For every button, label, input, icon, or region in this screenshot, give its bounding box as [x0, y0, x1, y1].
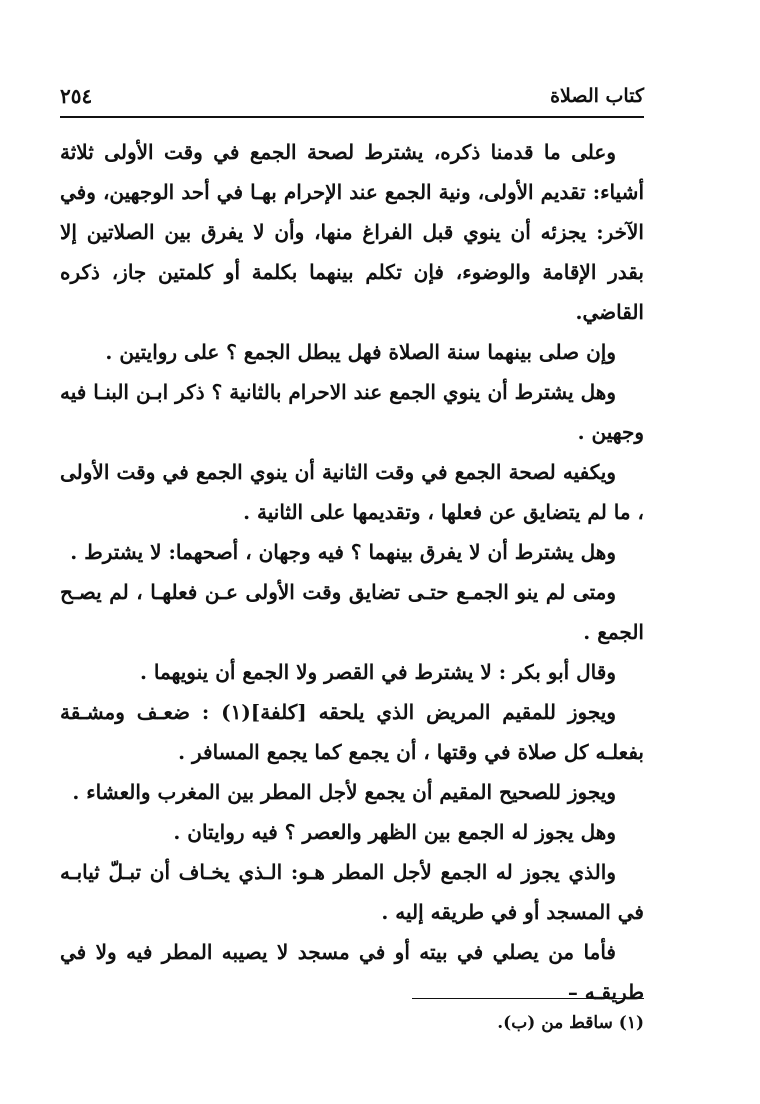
- page-number: ٢٥٤: [60, 84, 93, 108]
- paragraph: وهل يشترط أن لا يفرق بينهما ؟ فيه وجهان ، أصحهما: لا يشترط .: [70, 540, 616, 564]
- body-text: [60, 132, 644, 1012]
- paragraph: وهل يشترط أن ينوي الجمع عند الاحرام بالثانية ؟ ذكر ابـن البنـا فيه وجهين .: [60, 380, 644, 444]
- running-title: كتاب الصلاة: [550, 85, 644, 107]
- header-divider: [60, 116, 644, 118]
- paragraph: وهل يجوز له الجمع بين الظهر والعصر ؟ فيه روايتان .: [173, 820, 616, 844]
- footnote: (١) ساقط من (ب).: [497, 1013, 644, 1033]
- page-header: [60, 82, 644, 110]
- paragraph: وقال أبو بكر : لا يشترط في القصر ولا الجمع أن ينويهما .: [139, 660, 616, 684]
- paragraph: وعلى ما قدمنا ذكره، يشترط لصحة الجمع في وقت الأولى ثلاثة أشياء: تقديم الأولى، ونية الجمع عند الإحرام بهـا في أحد الوجهين، وفي الآخر: يجزئه أن ينوي قبل الفراغ منها، وأن لا يفرق بين الصلاتين إلا بقدر الإقامة والوضوء، فإن تكلم بينهما بكلمة أو كلمتين جاز، ذكره القاضي.: [60, 140, 644, 324]
- paragraph: ويجوز للصحيح المقيم أن يجمع لأجل المطر بين المغرب والعشاء .: [72, 780, 616, 804]
- paragraph: ومتى لم ينو الجمـع حتـى تضايق وقت الأولى عـن فعلهـا ، لم يصـح الجمع .: [60, 580, 644, 644]
- paragraph: والذي يجوز له الجمع لأجل المطر هـو: الـذي يخـاف أن تبـلّ ثيابـه في المسجد أو في طريقه إليه .: [60, 860, 644, 924]
- paragraph: فأما من يصلي في بيته أو في مسجد لا يصيبه المطر فيه ولا في طريقـه –: [60, 940, 644, 1004]
- footnote-divider: [412, 998, 644, 999]
- paragraph: ويجوز للمقيم المريض الذي يلحقه [كلفة](١) : ضعـف ومشـقة بفعلـه كل صلاة في وقتها ، أن يجمع كما يجمع المسافر .: [60, 700, 644, 764]
- paragraph: وإن صلى بينهما سنة الصلاة فهل يبطل الجمع ؟ على روايتين .: [105, 340, 616, 364]
- paragraph: ويكفيه لصحة الجمع في وقت الثانية أن ينوي الجمع في وقت الأولى ، ما لم يتضايق عن فعلها ، وتقديمها على الثانية .: [60, 460, 644, 524]
